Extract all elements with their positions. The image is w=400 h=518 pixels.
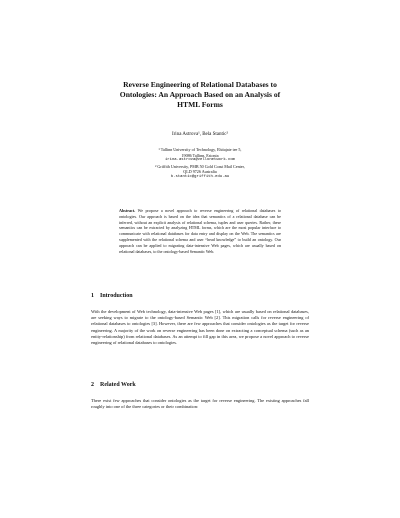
abstract-label: Abstract.	[119, 208, 136, 213]
abstract-text: We propose a novel approach to reverse engineering of relational databases to ontologies. Our approach is based on the idea that semantics of a relational database can be inferred, without an explicit analysis of relational schema, tuples and user queries. Rather, these semantics can be extracted by analyzing HTML forms, which are the most popular interface to communicate with relational databases for data entry and display on the Web. The semantics are supplemented with the relational schema and user “head knowledge” to build an ontology. Our approach can be applied to migrating data-intensive Web pages, which are usually based on relational databases, to the ontology-based Semantic Web.	[119, 208, 281, 254]
affiliations	[110, 147, 290, 180]
paper-title	[90, 80, 310, 110]
introduction-paragraph: With the development of Web technology, data-intensive Web pages [1], which are usually based on relational databases, are seeking ways to migrate to the ontology-based Semantic Web [2]. This migration calls for reverse engineering of relational databases to ontologies [3]. However, there are few approaches that consider ontologies as the target for reverse engineering. A majority of the work on reverse engineering has been done on extracting a conceptual schema (such as an entity-relationship) from relational databases. As an attempt to fill gap in this area, we propose a novel approach to reverse engineering of relational databases to ontologies.	[91, 309, 309, 346]
abstract	[119, 208, 281, 254]
affiliation-2-line-2: QLD 9726 Australia	[183, 169, 217, 174]
title-line-2: Ontologies: An Approach Based on an Analysis of	[119, 90, 281, 99]
affiliation-1-email: irina.astrova@vellonetwork.com	[164, 158, 236, 162]
affiliation-1-line-1: ¹ Tallinn University of Technology, Ehitajate tee 5,	[158, 147, 242, 152]
authors: Irina Astrova¹, Bela Stantic²	[171, 132, 229, 137]
section-heading-related-work	[91, 381, 136, 389]
title-line-1: Reverse Engineering of Relational Databases to	[123, 80, 277, 89]
affiliation-2-email: b.stantic@griffith.edu.au	[170, 174, 230, 179]
section-heading-introduction	[91, 292, 133, 300]
title-line-3: HTML Forms	[177, 100, 223, 109]
section-title: Introduction	[100, 293, 133, 299]
section-number: 1	[91, 293, 94, 299]
related-work-paragraph: There exist few approaches that consider ontologies as the target for reverse engineering. The existing approaches fall roughly into one of the three categories or their combination:	[91, 398, 309, 410]
section-title: Related Work	[100, 382, 136, 388]
affiliation-1-line-2: 19086 Tallinn, Estonia	[181, 152, 219, 158]
section-number: 2	[91, 382, 94, 388]
affiliation-2-line-1: ² Griffith University, PMB 50 Gold Coast Mail Center,	[155, 163, 245, 169]
